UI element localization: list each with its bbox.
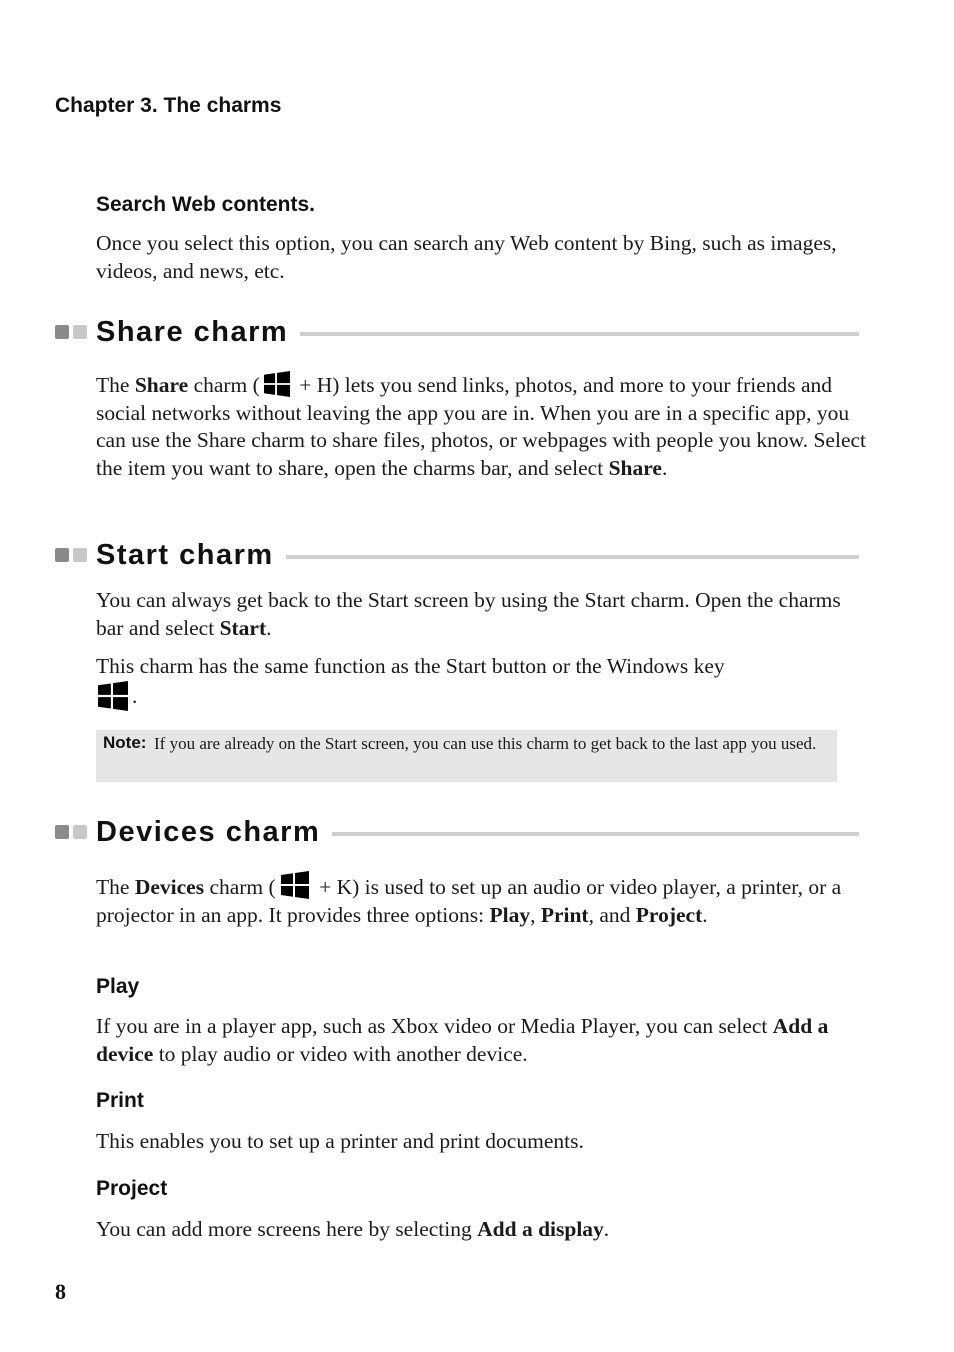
share-charm-paragraph: The Share charm ( + H) lets you send links, photos, and more to your friends and social networks without leaving the app you are in. When you are in a specific app, you can use the Share charm to share files, photos, or webpages with people you know. Select the item you want to share, open the charms bar, and select Share. [96,373,867,480]
start-charm-paragraph-2: This charm has the same function as the Start button or the Windows key . [96,653,866,711]
chapter-header: Chapter 3. The charms [55,94,282,117]
section-bullet-icon [55,548,96,562]
windows-logo-icon [264,371,290,397]
note-text: If you are already on the Start screen, you can use this charm to get back to the last app you used. [154,734,817,753]
page-number: 8 [55,1279,66,1304]
start-charm-paragraph-1: You can always get back to the Start screen by using the Start charm. Open the charms bar and select Start. [96,588,841,640]
print-paragraph: This enables you to set up a printer and print documents. [96,1129,584,1153]
print-heading: Print [96,1089,144,1112]
section-rule [332,832,859,836]
devices-charm-section-header [55,815,859,849]
note-label: Note: [103,733,147,752]
project-paragraph: You can add more screens here by selecting Add a display. [96,1217,610,1241]
section-bullet-icon [55,325,96,339]
share-charm-section-header [55,315,859,349]
windows-logo-icon [98,681,128,711]
start-charm-section-header [55,538,859,572]
devices-charm-paragraph: The Devices charm ( + K) is used to set up an audio or video player, a printer, or a projector in an app. It provides three options: Play, Print, and Project. [96,871,866,929]
play-paragraph: If you are in a player app, such as Xbox video or Media Player, you can select Add a device to play audio or video with another device. [96,1014,829,1066]
windows-logo-icon [280,871,310,899]
section-rule [286,555,859,559]
search-web-heading: Search Web contents. [96,193,316,216]
note-box [96,730,837,782]
section-rule [300,332,859,336]
section-bullet-icon [55,825,96,839]
play-heading: Play [96,975,140,998]
share-charm-title: Share charm [96,315,289,348]
search-web-paragraph: Once you select this option, you can search any Web content by Bing, such as images, videos, and news, etc. [96,231,837,283]
devices-charm-title: Devices charm [96,815,321,848]
project-heading: Project [96,1177,168,1200]
start-charm-title: Start charm [96,538,274,571]
